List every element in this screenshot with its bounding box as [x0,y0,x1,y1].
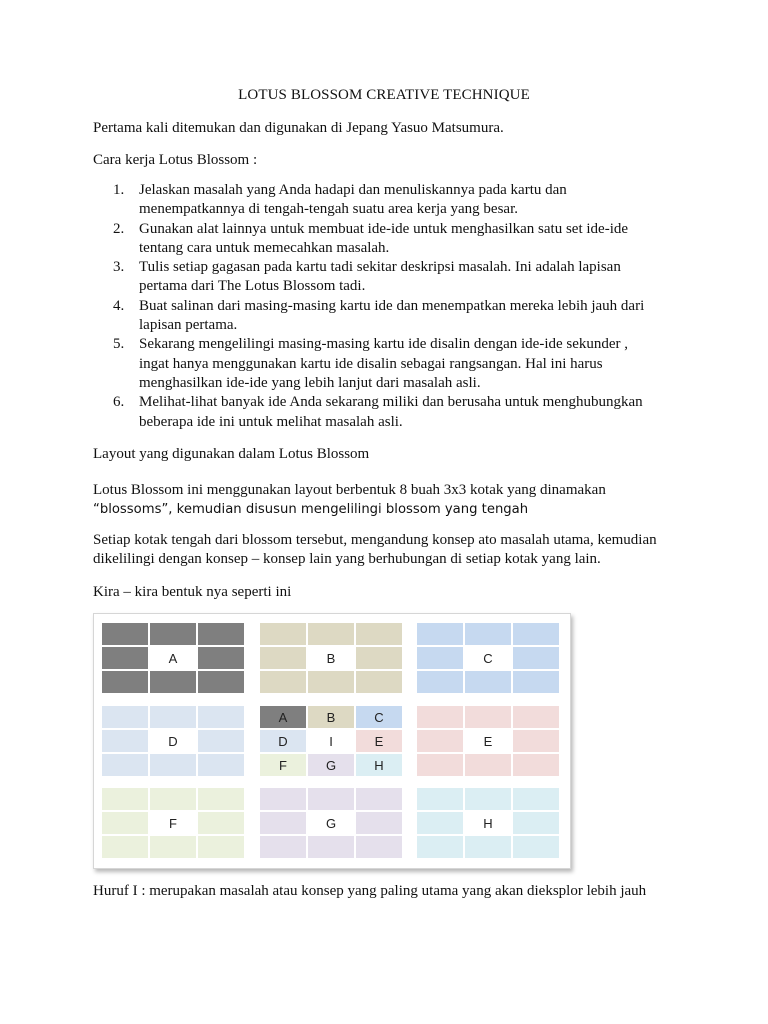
blossom-petal-cell [101,705,149,729]
step-number: 3. [113,259,125,276]
blossom-petal-cell [149,835,197,859]
blossom-petal-cell [259,670,307,694]
blossom-petal-cell [512,787,560,811]
blossom-petal-cell [416,835,464,859]
blossom-petal-cell [416,670,464,694]
blossom-petal-cell [512,811,560,835]
blossom-petal-cell [512,622,560,646]
step-item [93,220,683,259]
step-text-line: Tulis setiap gagasan pada kartu tadi sekitar deskripsi masalah. Ini adalah lapisan [139,259,621,276]
blossom-petal-cell [149,670,197,694]
blossom-a [101,622,245,694]
center-cell-g: G [307,753,355,777]
blossom-petal-cell [101,729,149,753]
step-text-line: Gunakan alat lainnya untuk membuat ide-ide untuk menghasilkan satu set ide-ide [139,220,629,237]
blossom-petal-cell [512,670,560,694]
blossom-petal-cell [101,787,149,811]
blossom-petal-cell [416,705,464,729]
blossom-petal-cell [149,753,197,777]
blossom-petal-cell [101,753,149,777]
blossom-e [416,705,560,777]
blossom-petal-cell [259,622,307,646]
steps-list [93,181,683,432]
blossom-petal-cell [355,835,403,859]
center-cell-c: C [355,705,403,729]
blossom-petal-cell [197,787,245,811]
figure-caption: Kira – kira bentuk nya seperti ini [93,584,292,600]
step-text-line: Melihat-lihat banyak ide Anda sekarang miliki dan berusaha untuk menghubungkan [139,394,643,411]
center-cell-d: D [259,729,307,753]
blossom-petal-cell [197,646,245,670]
step-number: 5. [113,336,125,353]
blossom-petal-cell [101,622,149,646]
blossom-petal-cell [512,753,560,777]
blossom-petal-cell [464,670,512,694]
blossom-petal-cell [307,670,355,694]
step-text-line: pertama dari The Lotus Blossom tadi. [139,278,366,295]
step-text-line: lapisan pertama. [139,317,238,334]
blossom-petal-cell [149,787,197,811]
blossom-g [259,787,403,859]
step-item [93,258,683,297]
layout-paragraph-2-line-1: Setiap kotak tengah dari blossom tersebut, mengandung konsep ato masalah utama, kemudian [93,532,657,548]
blossom-petal-cell [512,646,560,670]
blossom-petal-cell [259,646,307,670]
blossom-petal-cell [416,729,464,753]
blossom-petal-cell [355,811,403,835]
blossom-petal-cell [197,835,245,859]
layout-paragraph-1-line-2: “blossoms”, kemudian disusun mengelilingi blossom yang tengah [93,502,529,517]
intro-paragraph: Pertama kali ditemukan dan digunakan di Jepang Yasuo Matsumura. [93,120,504,136]
blossom-petal-cell [259,787,307,811]
blossom-c [416,622,560,694]
step-text-line: ingat hanya menggunakan kartu ide disalin sebagai rangsangan. Hal ini harus [139,355,603,372]
center-blossom [259,705,403,777]
blossom-center-cell: G [307,811,355,835]
blossom-petal-cell [416,787,464,811]
blossom-petal-cell [197,705,245,729]
blossom-petal-cell [259,835,307,859]
blossom-center-cell: C [464,646,512,670]
center-cell-a: A [259,705,307,729]
blossom-center-cell: B [307,646,355,670]
step-text-line: Sekarang mengelilingi masing-masing kartu ide disalin dengan ide-ide sekunder , [139,336,629,353]
blossom-petal-cell [101,670,149,694]
step-text-line: Jelaskan masalah yang Anda hadapi dan menuliskannya pada kartu dan [139,182,567,198]
layout-paragraph-1 [93,481,693,519]
step-number: 1. [113,182,125,198]
step-item [93,335,683,393]
blossom-petal-cell [101,835,149,859]
blossom-petal-cell [512,705,560,729]
blossom-h [416,787,560,859]
blossom-petal-cell [464,705,512,729]
blossom-petal-cell [307,835,355,859]
step-text-line: menempatkannya di tengah-tengah suatu area kerja yang besar. [139,201,519,218]
step-item [93,393,683,432]
blossom-petal-cell [464,622,512,646]
blossom-petal-cell [101,646,149,670]
blossom-petal-cell [197,729,245,753]
blossom-d [101,705,245,777]
blossom-petal-cell [307,787,355,811]
step-number: 4. [113,297,125,314]
blossom-petal-cell [416,753,464,777]
lotus-blossom-diagram [93,613,571,869]
blossom-petal-cell [512,729,560,753]
center-cell-i: I [307,729,355,753]
blossom-petal-cell [197,622,245,646]
center-cell-f: F [259,753,307,777]
step-text-line: tentang cara untuk memecahkan masalah. [139,239,390,256]
blossom-petal-cell [416,646,464,670]
steps-heading: Cara kerja Lotus Blossom : [93,152,258,168]
blossom-petal-cell [464,787,512,811]
blossom-petal-cell [464,753,512,777]
blossom-center-cell: F [149,811,197,835]
blossom-petal-cell [197,670,245,694]
blossom-petal-cell [355,670,403,694]
step-text-line: menghasilkan ide-ide yang lebih lanjut dari masalah asli. [139,374,481,391]
blossom-petal-cell [512,835,560,859]
blossom-petal-cell [355,646,403,670]
blossom-petal-cell [197,811,245,835]
blossom-petal-cell [197,753,245,777]
step-text-line: beberapa ide ini untuk melihat masalah asli. [139,413,403,430]
blossom-petal-cell [416,622,464,646]
blossom-petal-cell [259,811,307,835]
blossom-b [259,622,403,694]
blossom-center-cell: D [149,729,197,753]
blossom-petal-cell [149,622,197,646]
blossom-f [101,787,245,859]
step-item [93,297,683,336]
center-cell-b: B [307,705,355,729]
step-text-line: Buat salinan dari masing-masing kartu ide dan menempatkan mereka lebih jauh dari [139,297,645,314]
step-number: 2. [113,220,125,237]
blossom-center-cell: A [149,646,197,670]
blossom-petal-cell [416,811,464,835]
page-title: LOTUS BLOSSOM CREATIVE TECHNIQUE [238,87,530,103]
blossom-petal-cell [101,811,149,835]
blossom-petal-cell [464,835,512,859]
blossom-petal-cell [149,705,197,729]
layout-paragraph-2-line-2: dikelilingi dengan konsep – konsep lain yang berhubungan di setiap kotak yang lain. [93,551,601,567]
center-cell-e: E [355,729,403,753]
blossom-center-cell: H [464,811,512,835]
blossom-petal-cell [355,622,403,646]
step-item [93,181,683,220]
blossom-petal-cell [355,787,403,811]
layout-paragraph-2 [93,531,713,569]
step-number: 6. [113,394,125,411]
layout-paragraph-1-line-1: Lotus Blossom ini menggunakan layout berbentuk 8 buah 3x3 kotak yang dinamakan [93,482,606,498]
layout-heading: Layout yang digunakan dalam Lotus Blossom [93,446,370,462]
blossom-center-cell: E [464,729,512,753]
footer-note: Huruf I : merupakan masalah atau konsep yang paling utama yang akan dieksplor lebih jauh [93,883,647,899]
center-cell-h: H [355,753,403,777]
blossom-petal-cell [307,622,355,646]
